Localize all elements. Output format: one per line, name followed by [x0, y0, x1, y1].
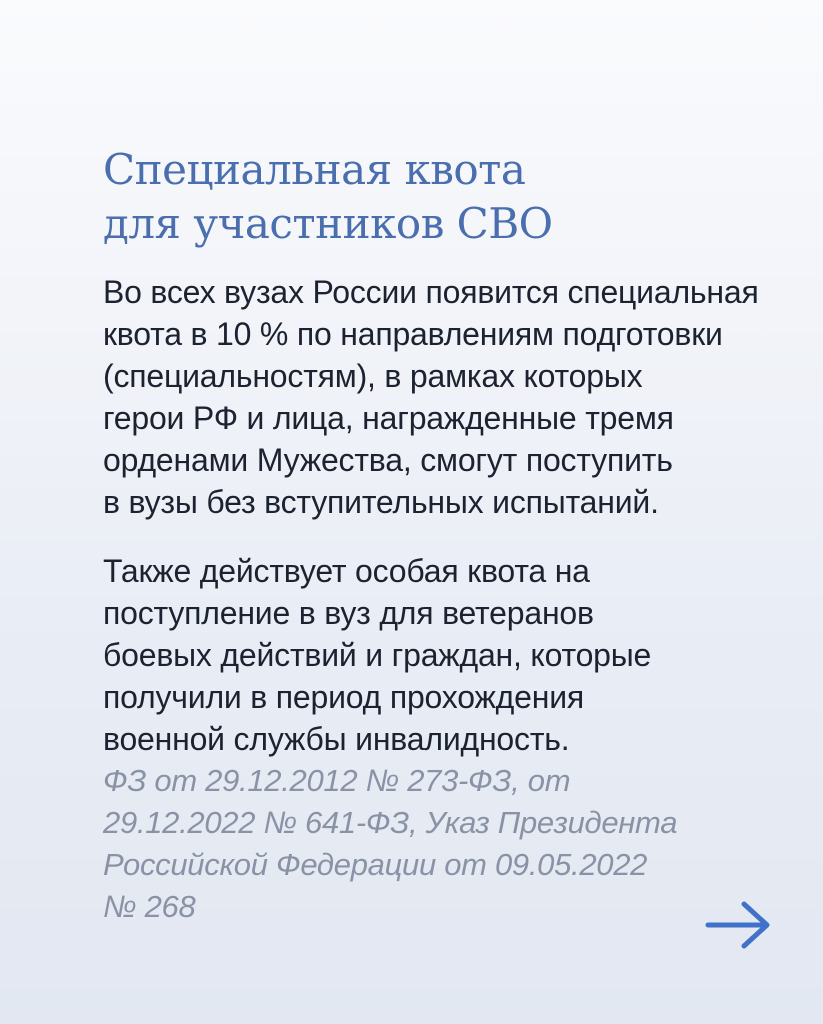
paragraph-line: Во всех вузах России появится специальная [103, 274, 759, 310]
arrow-right-icon [704, 898, 774, 952]
paragraph-line: герои РФ и лица, награжденные тремя [103, 400, 674, 436]
paragraph-line: получили в период прохождения [103, 679, 585, 715]
source-line: ФЗ от 29.12.2012 № 273-ФЗ, от [103, 763, 571, 798]
paragraph-line: поступление в вуз для ветеранов [103, 595, 594, 631]
paragraph-line: военной службы инвалидность. [103, 721, 570, 757]
paragraph-line: (специальностям), в рамках которых [103, 358, 643, 394]
source-line: Российской Федерации от 09.05.2022 [103, 847, 648, 882]
source-line: 29.12.2022 № 641-ФЗ, Указ Президента [103, 805, 678, 840]
paragraph-line: Также действует особая квота на [103, 553, 590, 589]
paragraph-veterans-quota [103, 550, 793, 760]
paragraph-special-quota [103, 271, 793, 523]
title-line-1: Специальная квота [103, 145, 526, 194]
paragraph-line: в вузы без вступительных испытаний. [103, 484, 659, 520]
paragraph-line: орденами Мужества, смогут поступить [103, 442, 673, 478]
source-line: № 268 [103, 889, 196, 924]
paragraph-line: квота в 10 % по направлениям подготовки [103, 316, 723, 352]
slide-title [103, 143, 783, 251]
paragraph-line: боевых действий и граждан, которые [103, 637, 652, 673]
next-slide-button[interactable] [704, 898, 774, 952]
legal-source-note [103, 760, 783, 928]
title-line-2: для участников СВО [103, 199, 553, 248]
